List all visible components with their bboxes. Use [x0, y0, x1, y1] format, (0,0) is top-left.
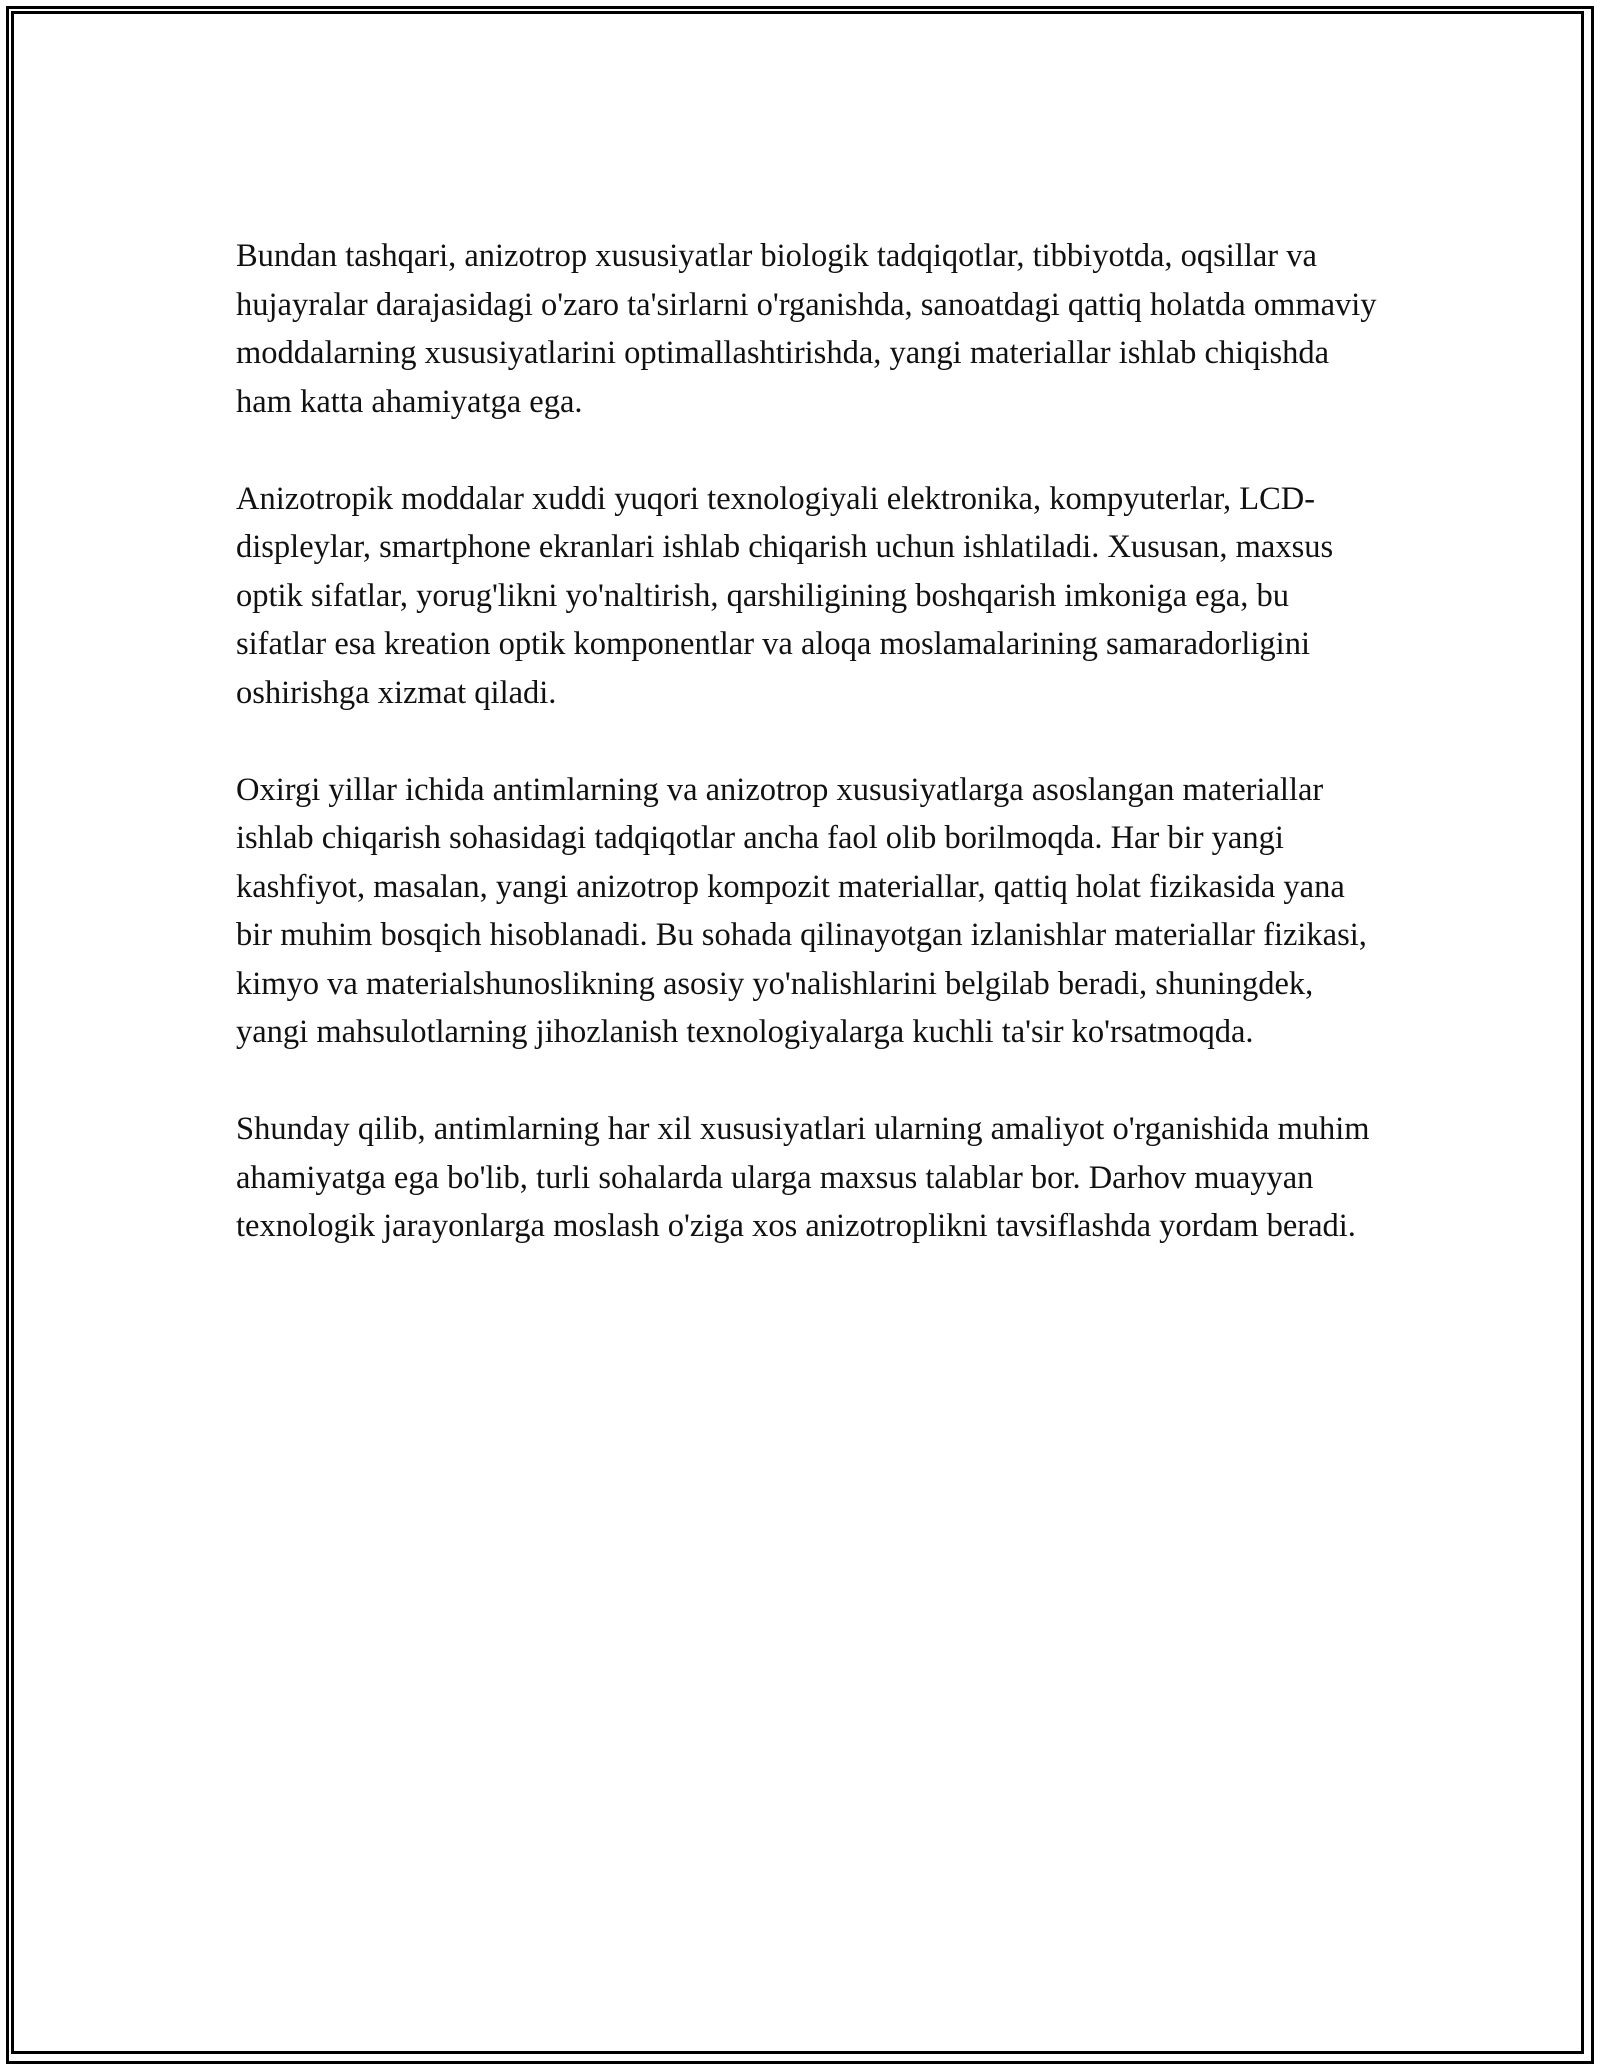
paragraph-3: Oxirgi yillar ichida antimlarning va anizotrop xususiyatlarga asoslangan materiallar ishlab chiqarish sohasidagi tadqiqotlar ancha faol olib borilmoqda. Har bir yangi kashfiyot, masalan, yangi anizotrop kompozit materiallar, qattiq holat fizikasida yana bir muhim bosqich hisoblanadi. Bu sohada qilinayotgan izlanishlar materiallar fizikasi, kimyo va materialshunoslikning asosiy yo'nalishlarini belgilab beradi, shuningdek, yangi mahsulotlarning jihozlanish texnologiyalarga kuchli ta'sir ko'rsatmoqda.	[236, 771, 1367, 1050]
document-body	[236, 232, 1386, 1299]
paragraph-4: Shunday qilib, antimlarning har xil xususiyatlari ularning amaliyot o'rganishida muhim ahamiyatga ega bo'lib, turli sohalarda ularga maxsus talablar bor. Darhov muayyan texnologik jarayonlarga moslash o'ziga xos anizotroplikni tavsiflashda yordam beradi.	[236, 1111, 1370, 1244]
paragraph-1: Bundan tashqari, anizotrop xususiyatlar biologik tadqiqotlar, tibbiyotda, oqsillar va hujayralar darajasidagi o'zaro ta'sirlarni o'rganishda, sanoatdagi qattiq holatda ommaviy moddalarning xususiyatlarini optimallashtirishda, yangi materiallar ishlab chiqishda ham katta ahamiyatga ega.	[236, 238, 1377, 420]
paragraph-2: Anizotropik moddalar xuddi yuqori texnologiyali elektronika, kompyuterlar, LCD-displeylar, smartphone ekranlari ishlab chiqarish uchun ishlatiladi. Xususan, maxsus optik sifatlar, yorug'likni yo'naltirish, qarshiligining boshqarish imkoniga ega, bu sifatlar esa kreation optik komponentlar va aloqa moslamalarining samaradorligini oshirishga xizmat qiladi.	[236, 480, 1334, 711]
